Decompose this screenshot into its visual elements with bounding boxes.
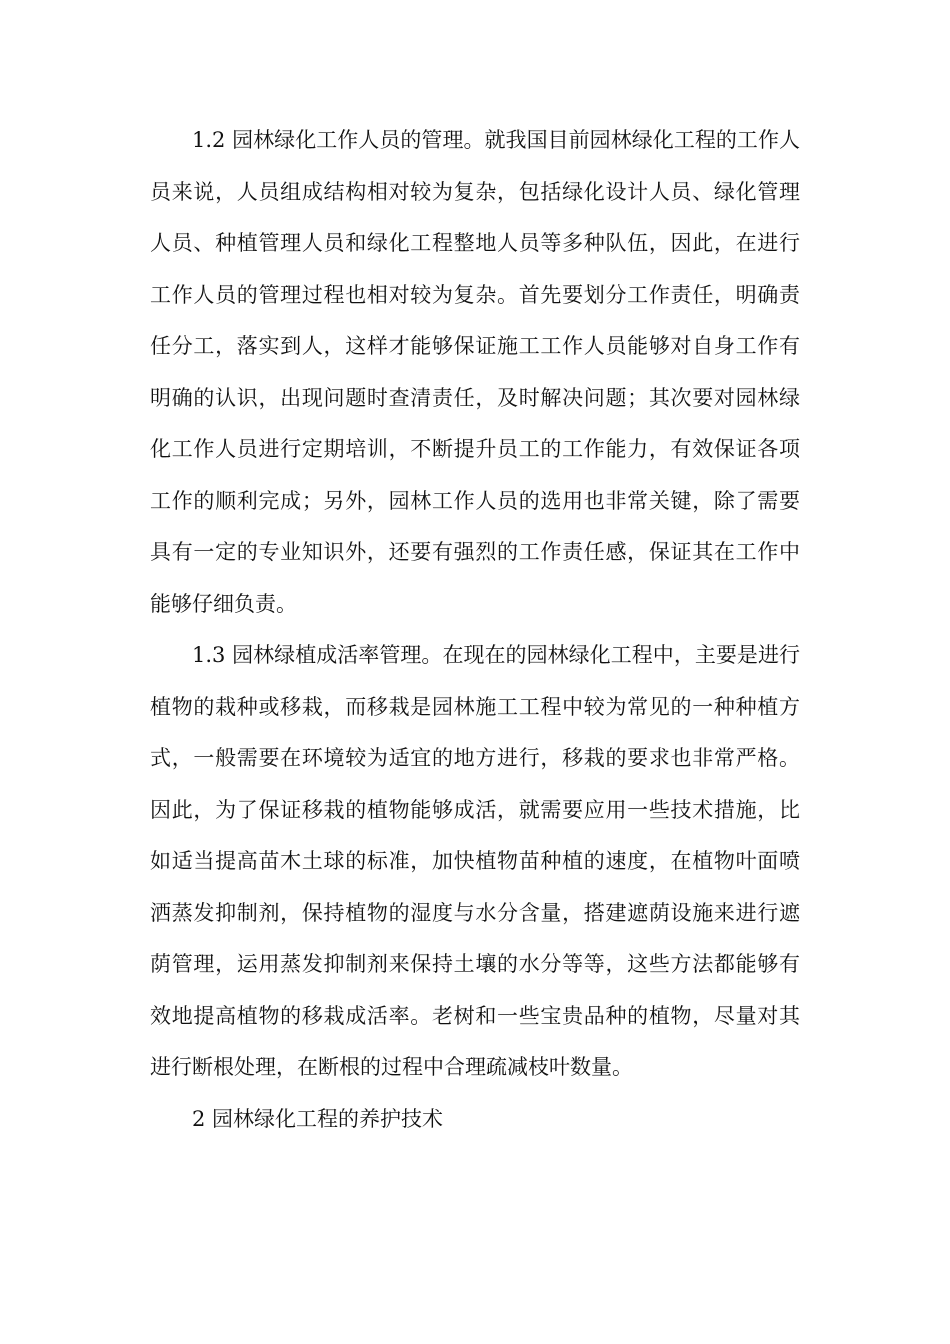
- paragraph-staff-management: 1.2 园林绿化工作人员的管理。就我国目前园林绿化工程的工作人员来说，人员组成结构相对较为复杂，包括绿化设计人员、绿化管理人员、种植管理人员和绿化工程整地人员等多种队伍，因此，在进行工作人员的管理过程也相对较为复杂。首先要划分工作责任，明确责任分工，落实到人，这样才能够保证施工工作人员能够对自身工作有明确的认识，出现问题时查清责任，及时解决问题；其次要对园林绿化工作人员进行定期培训，不断提升员工的工作能力，有效保证各项工作的顺利完成；另外，园林工作人员的选用也非常关键，除了需要具有一定的专业知识外，还要有强烈的工作责任感，保证其在工作中能够仔细负责。: [150, 128, 800, 616]
- document-page: [150, 115, 800, 1145]
- paragraph-survival-rate-management: 1.3 园林绿植成活率管理。在现在的园林绿化工程中，主要是进行植物的栽种或移栽，而移栽是园林施工工程中较为常见的一种种植方式，一般需要在环境较为适宜的地方进行，移栽的要求也非常严格。因此，为了保证移栽的植物能够成活，就需要应用一些技术措施，比如适当提高苗木土球的标准，加快植物苗种植的速度，在植物叶面喷洒蒸发抑制剂，保持植物的湿度与水分含量，搭建遮荫设施来进行遮荫管理，运用蒸发抑制剂来保持土壤的水分等等，这些方法都能够有效地提高植物的移栽成活率。老树和一些宝贵品种的植物，尽量对其进行断根处理，在断根的过程中合理疏减枝叶数量。: [150, 643, 800, 1079]
- section-heading: 2 园林绿化工程的养护技术: [192, 1106, 444, 1131]
